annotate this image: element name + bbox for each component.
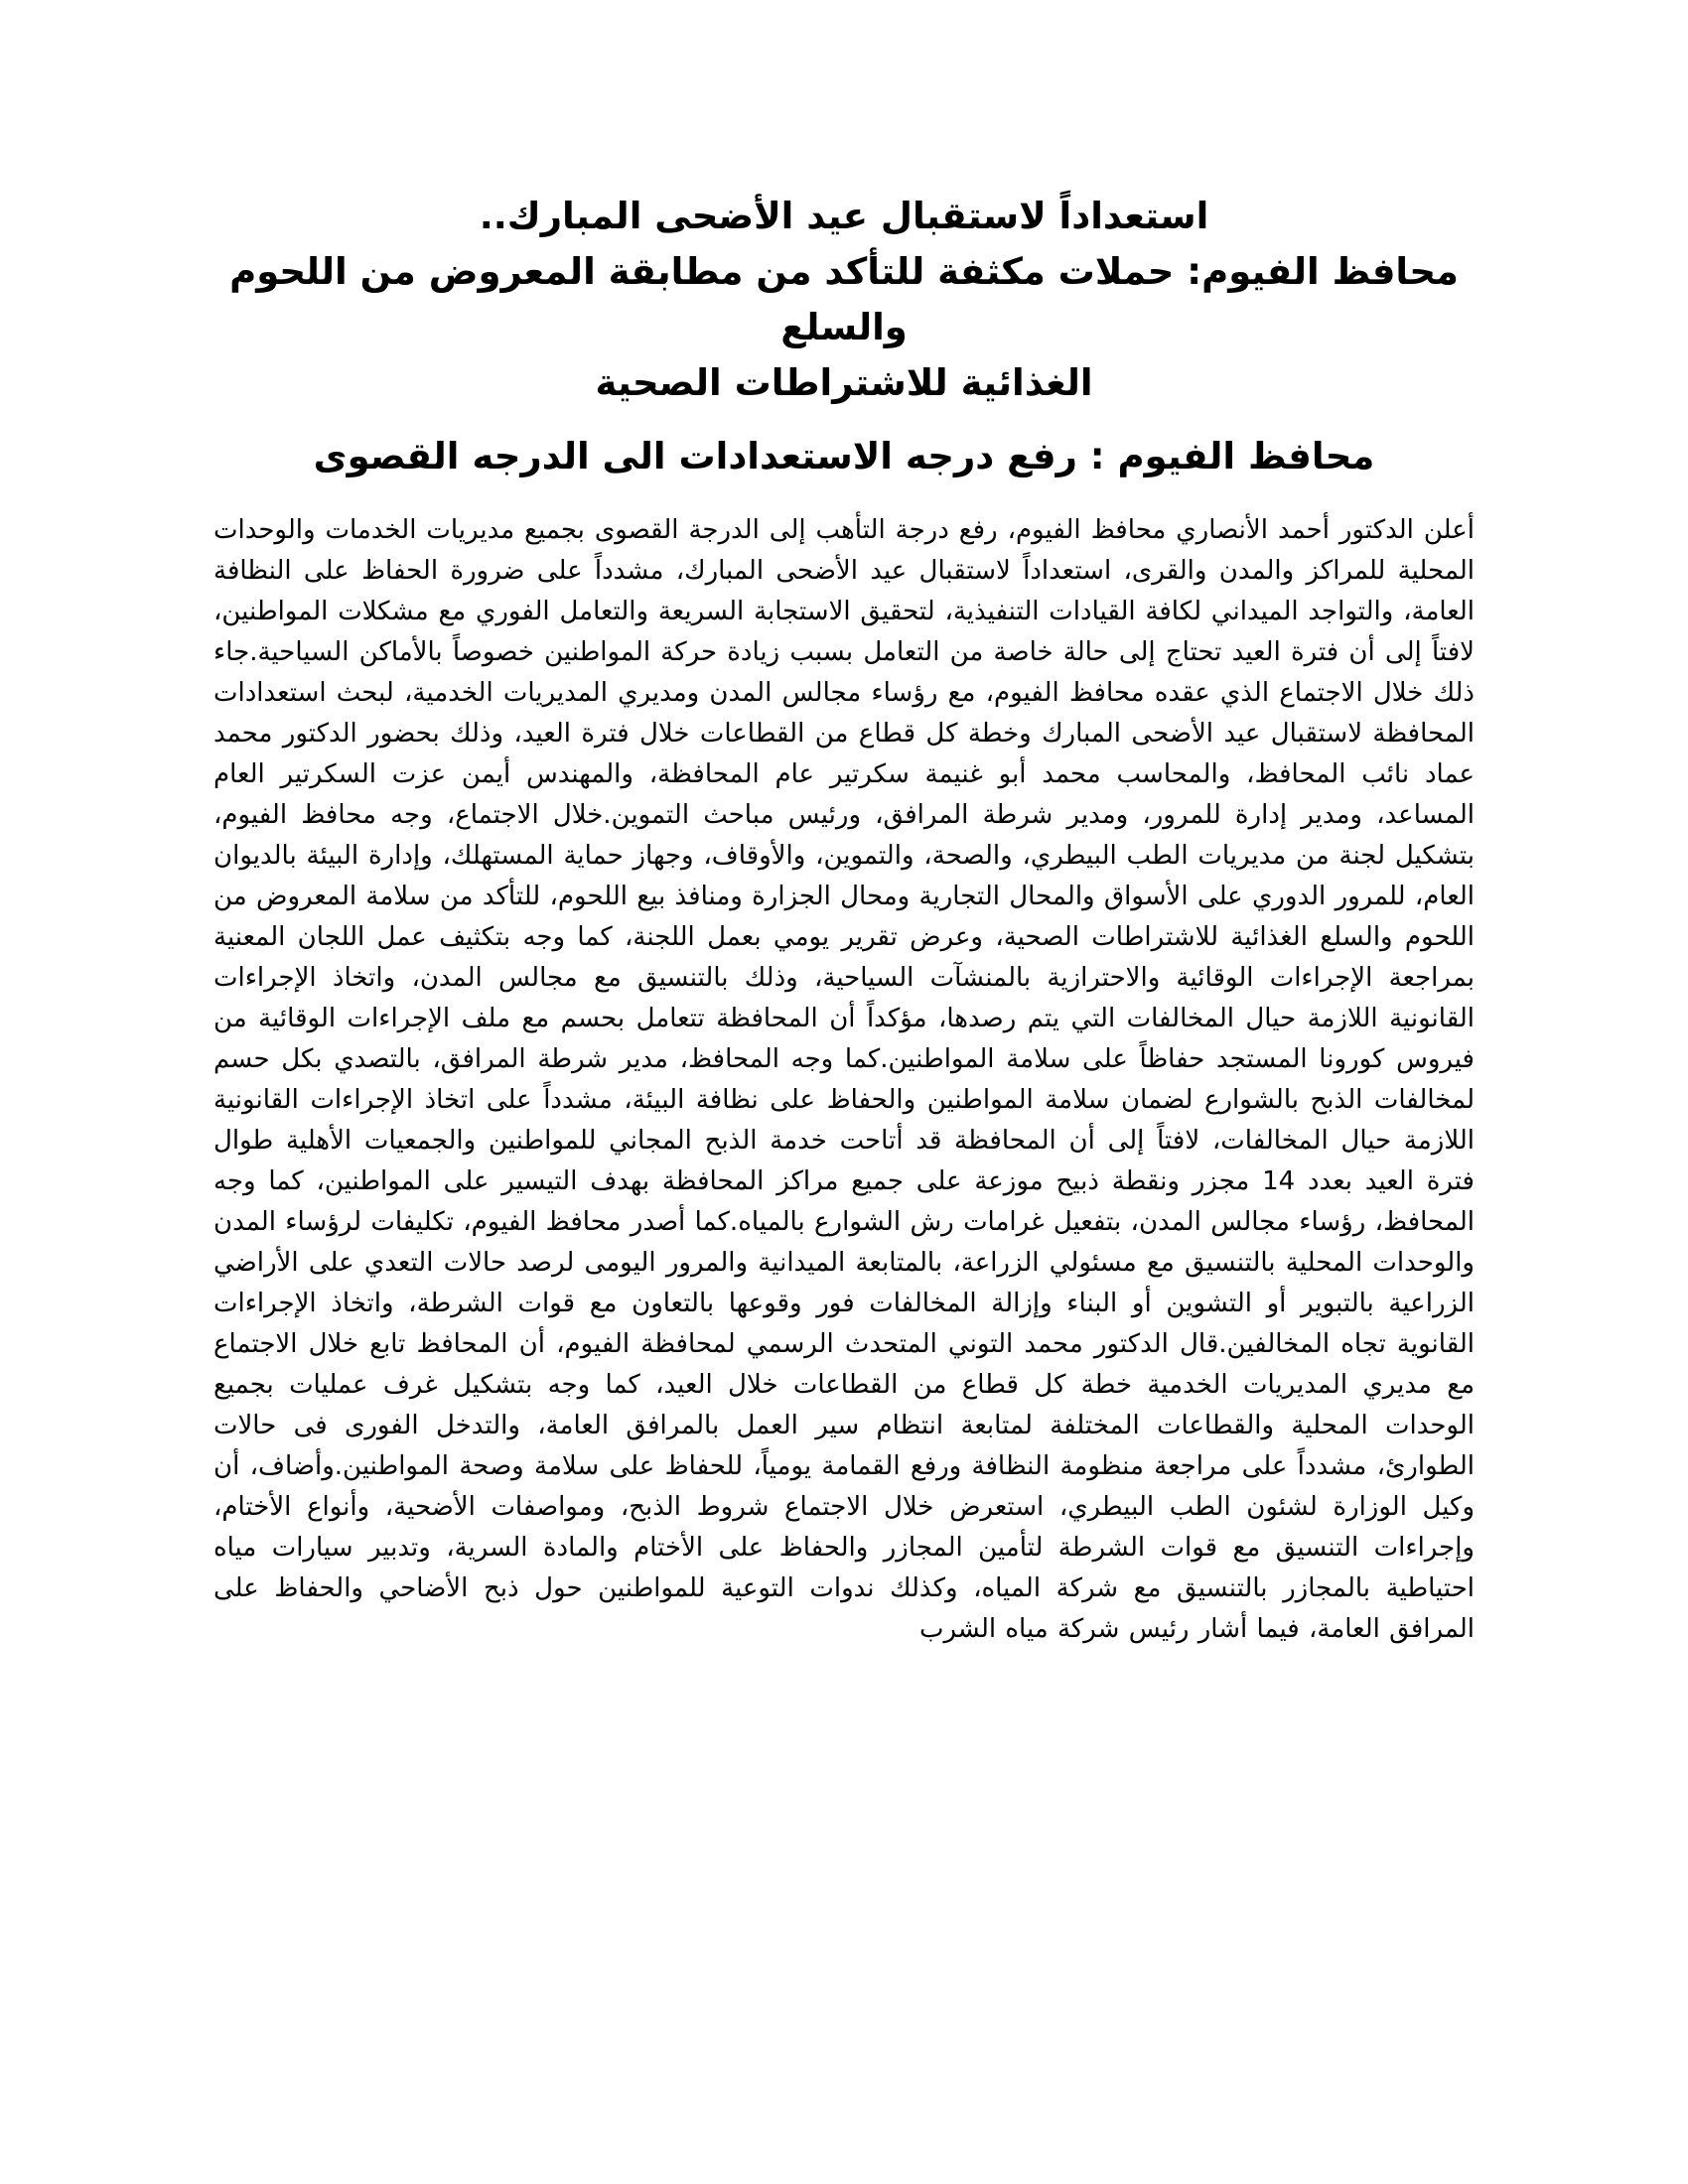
headline-line-3: الغذائية للاشتراطات الصحية bbox=[595, 361, 1093, 404]
headline-line-2: محافظ الفيوم: حملات مكثفة للتأكد من مطابقة المعروض من اللحوم والسلع bbox=[229, 250, 1459, 348]
headline bbox=[213, 189, 1475, 411]
title-block bbox=[213, 189, 1475, 484]
article-body: أعلن الدكتور أحمد الأنصاري محافظ الفيوم، رفع درجة التأهب إلى الدرجة القصوى بجميع مديريات الخدمات والوحدات المحلية للمراكز والمدن والقرى، استعداداً لاستقبال عيد الأضحى المبارك، مشدداً على ضرورة الحفاظ على النظافة العامة، والتواجد الميداني لكافة القيادات التنفيذية، لتحقيق الاستجابة السريعة والتعامل الفوري مع مشكلات المواطنين، لافتاً إلى أن فترة العيد تحتاج إلى حالة خاصة من التعامل بسبب زيادة حركة المواطنين خصوصاً بالأماكن السياحية.جاء ذلك خلال الاجتماع الذي عقده محافظ الفيوم، مع رؤساء مجالس المدن ومديري المديريات الخدمية، لبحث استعدادات المحافظة لاستقبال عيد الأضحى المبارك وخطة كل قطاع من القطاعات خلال فترة العيد، وذلك بحضور الدكتور محمد عماد نائب المحافظ، والمحاسب محمد أبو غنيمة سكرتير عام المحافظة، والمهندس أيمن عزت السكرتير العام المساعد، ومدير إدارة للمرور، ومدير شرطة المرافق، ورئيس مباحث التموين.خلال الاجتماع، وجه محافظ الفيوم، بتشكيل لجنة من مديريات الطب البيطري، والصحة، والتموين، والأوقاف، وجهاز حماية المستهلك، وإدارة البيئة بالديوان العام، للمرور الدوري على الأسواق والمحال التجارية ومحال الجزارة ومنافذ بيع اللحوم، للتأكد من سلامة المعروض من اللحوم والسلع الغذائية للاشتراطات الصحية، وعرض تقرير يومي بعمل اللجنة، كما وجه بتكثيف عمل اللجان المعنية بمراجعة الإجراءات الوقائية والاحترازية بالمنشآت السياحية، وذلك بالتنسيق مع مجالس المدن، واتخاذ الإجراءات القانونية اللازمة حيال المخالفات التي يتم رصدها، مؤكداً أن المحافظة تتعامل بحسم مع ملف الإجراءات الوقائية من فيروس كورونا المستجد حفاظاً على سلامة المواطنين.كما وجه المحافظ، مدير شرطة المرافق، بالتصدي بكل حسم لمخالفات الذبح بالشوارع لضمان سلامة المواطنين والحفاظ على نظافة البيئة، مشدداً على اتخاذ الإجراءات القانونية اللازمة حيال المخالفات، لافتاً إلى أن المحافظة قد أتاحت خدمة الذبح المجاني للمواطنين والجمعيات الأهلية طوال فترة العيد بعدد 14 مجزر ونقطة ذبيح موزعة على جميع مراكز المحافظة بهدف التيسير على المواطنين، كما وجه المحافظ، رؤساء مجالس المدن، بتفعيل غرامات رش الشوارع بالمياه.كما أصدر محافظ الفيوم، تكليفات لرؤساء المدن والوحدات المحلية بالتنسيق مع مسئولي الزراعة، بالمتابعة الميدانية والمرور اليومى لرصد حالات التعدي على الأراضي الزراعية بالتبوير أو التشوين أو البناء وإزالة المخالفات فور وقوعها بالتعاون مع قوات الشرطة، واتخاذ الإجراءات القانوية تجاه المخالفين.قال الدكتور محمد التوني المتحدث الرسمي لمحافظة الفيوم، أن المحافظ تابع خلال الاجتماع مع مديري المديريات الخدمية خطة كل قطاع من القطاعات خلال العيد، كما وجه بتشكيل غرف عمليات بجميع الوحدات المحلية والقطاعات المختلفة لمتابعة انتظام سير العمل بالمرافق العامة، والتدخل الفورى فى حالات الطوارئ، مشدداً على مراجعة منظومة النظافة ورفع القمامة يومياً، للحفاظ على سلامة وصحة المواطنين.وأضاف، أن وكيل الوزارة لشئون الطب البيطري، استعرض خلال الاجتماع شروط الذبح، ومواصفات الأضحية، وأنواع الأختام، وإجراءات التنسيق مع قوات الشرطة لتأمين المجازر والحفاظ على الأختام والمادة السرية، وتدبير سيارات مياه احتياطية بالمجازر بالتنسيق مع شركة المياه، وكذلك ندوات التوعية للمواطنين حول ذبح الأضاحي والحفاظ على المرافق العامة، فيما أشار رئيس شركة مياه الشرب bbox=[213, 515, 1475, 1644]
headline-line-1: استعداداً لاستقبال عيد الأضحى المبارك.. bbox=[479, 195, 1209, 237]
subtitle: محافظ الفيوم : رفع درجه الاستعدادات الى الدرجه القصوى bbox=[313, 435, 1375, 478]
